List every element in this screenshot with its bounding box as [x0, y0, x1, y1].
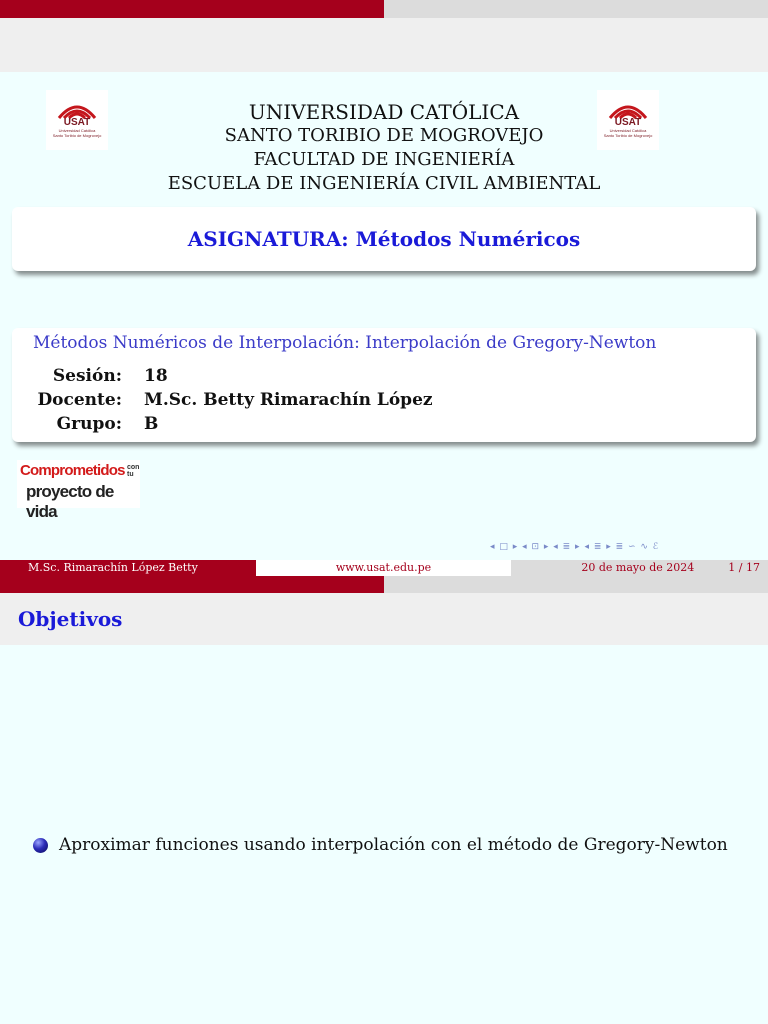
university-name: UNIVERSIDAD CATÓLICA: [248, 100, 520, 124]
topic-title: Métodos Numéricos de Interpolación: Interpolación de Gregory-Newton: [33, 333, 657, 353]
top-color-bar: [0, 0, 768, 18]
frame-title-band: [0, 593, 768, 645]
info-value: B: [144, 414, 159, 434]
institution-block: [0, 100, 768, 196]
beamer-navigation-icons[interactable]: ◂ □ ▸ ◂ ⊡ ▸ ◂ ≣ ▸ ◂ ≣ ▸ ≣ ∽ ∿ ℰ: [490, 542, 660, 552]
session-info-box: [12, 328, 756, 442]
info-value: 18: [144, 366, 168, 386]
footer-website: www.usat.edu.pe: [256, 560, 511, 576]
info-key: Docente:: [37, 390, 122, 410]
footer-page: 1 / 17: [728, 561, 760, 574]
objective-text: Aproximar funciones usando interpolación con el método de Gregory-Newton: [59, 835, 728, 855]
objectives-slide: [0, 576, 768, 1024]
info-row-group: [32, 412, 433, 436]
footer-author: M.Sc. Rimarachín López Betty: [0, 560, 256, 576]
subject-box: ASIGNATURA: Métodos Numéricos: [12, 207, 756, 271]
slide-footer: [0, 560, 768, 576]
university-subname: SANTO TORIBIO DE MOGROVEJO: [224, 125, 544, 146]
top-color-bar: [0, 576, 768, 593]
info-key: Sesión:: [52, 366, 122, 386]
frame-title: Objetivos: [18, 607, 123, 631]
info-key: Grupo:: [56, 414, 122, 434]
motto-logo: Comprometidos con tu proyecto de vida: [17, 460, 140, 508]
info-value: M.Sc. Betty Rimarachín López: [144, 390, 433, 410]
header-band: [0, 18, 768, 72]
footer-right: [511, 560, 768, 576]
usat-logo-left: USAT Universidad Católica Santo Toribio de Mogrovejo: [46, 90, 108, 150]
bullet-ball-icon: [33, 838, 48, 853]
faculty-name: FACULTAD DE INGENIERÍA: [253, 149, 515, 170]
objective-item: [33, 835, 728, 855]
footer-date: 20 de mayo de 2024: [581, 561, 695, 574]
info-row-teacher: [32, 388, 433, 412]
info-row-session: [32, 364, 433, 388]
usat-logo-right: USAT Universidad Católica Santo Toribio de Mogrovejo: [597, 90, 659, 150]
school-name: ESCUELA DE INGENIERÍA CIVIL AMBIENTAL: [167, 173, 601, 194]
info-rows: [32, 364, 433, 436]
